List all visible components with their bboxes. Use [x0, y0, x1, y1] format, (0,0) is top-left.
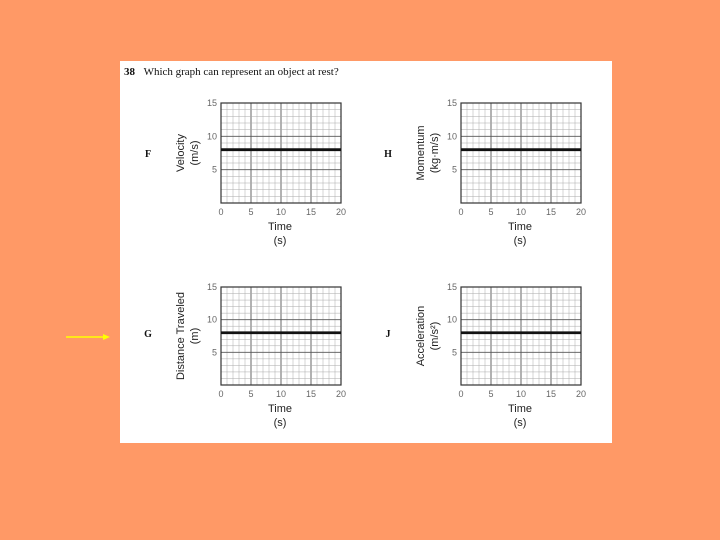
grid: [461, 287, 581, 385]
x-tick-label: 5: [488, 207, 494, 217]
x-axis-unit: (s): [273, 417, 287, 429]
x-tick-label: 5: [248, 389, 254, 399]
grid: [221, 103, 341, 203]
x-tick-label: 20: [575, 389, 587, 399]
x-tick-label: 15: [305, 389, 317, 399]
question-prompt: Which graph can represent an object at rest?: [143, 66, 339, 78]
grid: [461, 103, 581, 203]
x-tick-label: 0: [218, 389, 224, 399]
graph-g: [144, 282, 346, 429]
x-tick-label: 15: [545, 389, 557, 399]
y-axis-unit: (m): [189, 327, 201, 345]
x-axis-unit: (s): [513, 417, 527, 429]
x-axis-unit: (s): [513, 235, 527, 247]
x-tick-label: 0: [458, 389, 464, 399]
y-axis-unit: (m/s²): [429, 321, 441, 351]
choice-letter: H: [384, 149, 392, 160]
y-tick-label: 15: [206, 98, 217, 108]
x-tick-label: 0: [458, 207, 464, 217]
y-tick-label: 15: [446, 98, 457, 108]
y-tick-label: 5: [211, 347, 217, 358]
y-tick-label: 5: [211, 164, 217, 175]
x-tick-label: 20: [335, 389, 347, 399]
x-axis-unit: (s): [273, 235, 287, 247]
y-tick-label: 5: [451, 347, 457, 358]
x-axis-label: Time: [267, 403, 293, 415]
choice-letter: F: [144, 149, 152, 160]
grid: [221, 287, 341, 385]
question-number: 38: [124, 66, 135, 78]
y-axis-label: Acceleration: [415, 305, 427, 367]
graph-h: [384, 98, 586, 247]
selection-arrow: [66, 334, 110, 340]
x-axis-label: Time: [507, 403, 533, 415]
x-axis-label: Time: [267, 221, 293, 233]
y-tick-label: 10: [446, 314, 457, 325]
x-tick-label: 5: [248, 207, 254, 217]
y-tick-label: 10: [206, 131, 217, 142]
y-axis-unit: (kg·m/s): [429, 132, 441, 174]
y-axis-label: Momentum: [415, 125, 427, 181]
choice-letter: J: [385, 329, 391, 340]
y-axis-unit: (m/s): [189, 140, 201, 166]
y-tick-label: 5: [451, 164, 457, 175]
x-tick-label: 15: [305, 207, 317, 217]
graph-j: [386, 282, 587, 429]
y-tick-label: 10: [206, 314, 217, 325]
x-tick-label: 0: [218, 207, 224, 217]
y-axis-label: Velocity: [175, 134, 187, 172]
x-tick-label: 5: [488, 389, 494, 399]
arrow-head: [103, 334, 110, 340]
x-tick-label: 20: [335, 207, 347, 217]
x-tick-label: 10: [275, 207, 287, 217]
x-tick-label: 10: [275, 389, 287, 399]
y-tick-label: 15: [206, 282, 217, 292]
x-tick-label: 20: [575, 207, 587, 217]
x-tick-label: 15: [545, 207, 557, 217]
choice-letter: G: [144, 329, 152, 340]
y-tick-label: 15: [446, 282, 457, 292]
x-tick-label: 10: [515, 389, 527, 399]
graph-f: [145, 98, 346, 247]
x-axis-label: Time: [507, 221, 533, 233]
y-tick-label: 10: [446, 131, 457, 142]
x-tick-label: 10: [515, 207, 527, 217]
y-axis-label: Distance Traveled: [175, 291, 187, 381]
